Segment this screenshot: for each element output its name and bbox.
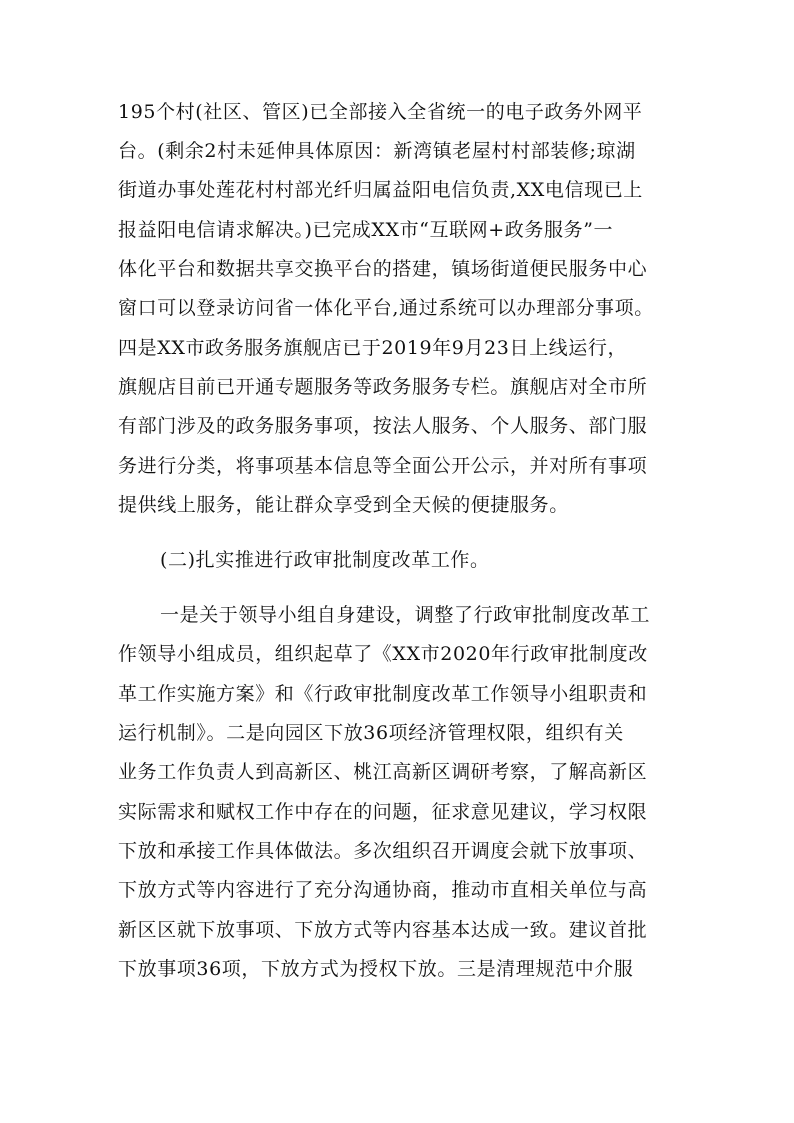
text-line: 台。(剩余2村未延伸具体原因：新湾镇老屋村村部装修;琼湖 bbox=[118, 140, 636, 162]
text-line: 一是关于领导小组自身建设，调整了行政审批制度改革工 bbox=[160, 604, 651, 626]
text-line: 下放方式等内容进行了充分沟通协商，推动市直相关单位与高 bbox=[118, 879, 648, 901]
text-line: 有部门涉及的政务服务事项，按法人服务、个人服务、部门服 bbox=[118, 415, 648, 437]
text-line: 195个村(社区、管区)已全部接入全省统一的电子政务外网平 bbox=[118, 101, 643, 123]
text-line: 体化平台和数据共享交换平台的搭建，镇场街道便民服务中心 bbox=[118, 258, 648, 280]
text-line: 下放和承接工作具体做法。多次组织召开调度会就下放事项、 bbox=[118, 840, 648, 862]
text-line: 街道办事处莲花村村部光纤归属益阳电信负责,XX电信现已上 bbox=[118, 179, 643, 201]
text-line: 作领导小组成员，组织起草了《XX市2020年行政审批制度改 bbox=[118, 643, 648, 665]
text-line: 提供线上服务，能让群众享受到全天候的便捷服务。 bbox=[118, 494, 569, 516]
text-line: 四是XX市政务服务旗舰店已于2019年9月23日上线运行， bbox=[118, 337, 628, 359]
text-line: 实际需求和赋权工作中存在的问题，征求意见建议，学习权限 bbox=[118, 801, 648, 823]
text-line: 务进行分类，将事项基本信息等全面公开公示，并对所有事项 bbox=[118, 455, 648, 477]
section-heading: (二)扎实推进行政审批制度改革工作。 bbox=[160, 549, 490, 571]
text-line: 旗舰店目前已开通专题服务等政务服务专栏。旗舰店对全市所 bbox=[118, 376, 648, 398]
text-line: 新区区就下放事项、下放方式等内容基本达成一致。建议首批 bbox=[118, 919, 648, 941]
text-line: 革工作实施方案》和《行政审批制度改革工作领导小组职责和 bbox=[118, 683, 648, 705]
text-line: 运行机制》。二是向园区下放36项经济管理权限，组织有关 bbox=[118, 722, 624, 744]
text-line: 窗口可以登录访问省一体化平台,通过系统可以办理部分事项。 bbox=[118, 297, 654, 319]
text-line: 下放事项36项，下放方式为授权下放。三是清理规范中介服 bbox=[118, 958, 634, 980]
text-line: 业务工作负责人到高新区、桃江高新区调研考察，了解高新区 bbox=[118, 761, 648, 783]
text-line: 报益阳电信请求解决。)已完成XX市“互联网+政务服务”一 bbox=[118, 219, 614, 241]
